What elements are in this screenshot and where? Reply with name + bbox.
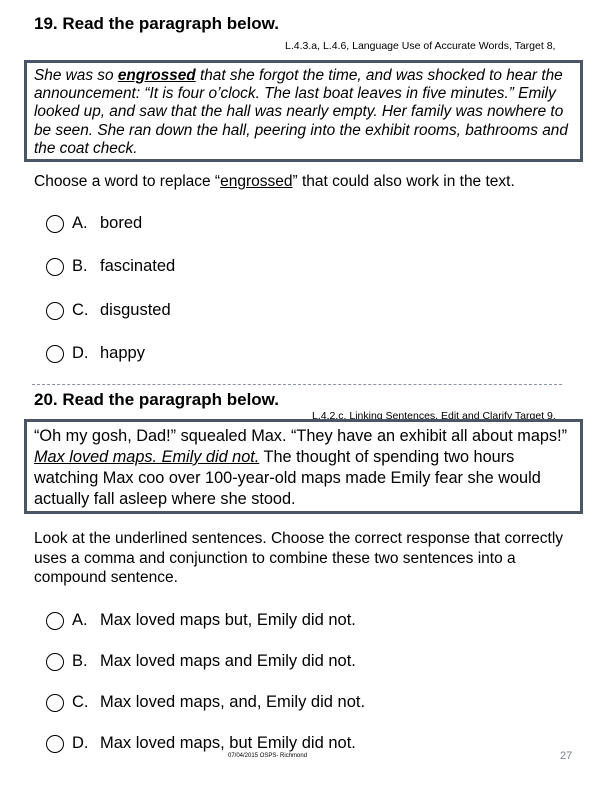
q19-prompt-before: Choose a word to replace “ [34,173,221,190]
q20-passage-before: “Oh my gosh, Dad!” squealed Max. “They have an exhibit all about maps!” [34,427,568,445]
q20-passage-underlined: Max loved maps. Emily did not. [34,448,260,466]
q19-option-c[interactable] [46,301,171,320]
q19-passage-box [24,60,583,162]
q20-option-c[interactable] [46,693,365,712]
q20-passage-after: The thought of spending two hours watching Max coo over 100-year-old maps made Emily fear she would actually fall asleep where she stood. [34,448,541,508]
option-letter: A. [72,214,88,232]
q20-passage-box [24,419,583,514]
q20-option-a[interactable] [46,611,356,630]
option-text: Max loved maps but, Emily did not. [100,611,356,629]
option-letter: C. [72,693,89,711]
q19-standard: L.4.3.a, L.4.6, Language Use of Accurate Words, Target 8, [285,40,556,52]
option-text: happy [100,344,145,362]
radio-button[interactable] [46,345,64,363]
radio-button[interactable] [46,302,64,320]
option-letter: D. [72,344,89,362]
option-letter: A. [72,611,88,629]
option-letter: B. [72,257,88,275]
q19-option-b[interactable] [46,257,175,276]
option-text: bored [100,214,143,232]
q19-passage-after: that she forgot the time, and was shocked to hear the announcement: “It is four o’clock. The last boat leaves in five minutes.” Emily looked up, and saw that the hall was nearly empty. Her family was nowhere to be seen. She ran down the hall, peering into the exhibit rooms, bathrooms and the coat check. [34,67,568,157]
q19-option-d[interactable] [46,344,145,363]
option-letter: B. [72,652,88,670]
option-text: disgusted [100,301,171,319]
q20-option-b[interactable] [46,652,356,671]
q20-option-d[interactable] [46,734,356,753]
option-letter: C. [72,301,89,319]
footer-date-author: 07/04/2015 OSPS- Richmond [228,753,308,759]
q20-heading: 20. Read the paragraph below. [34,390,279,409]
q20-prompt: Look at the underlined sentences. Choose the correct response that correctly uses a comma and conjunction to combine these two sentences into a compound sentence. [34,530,564,586]
q19-heading: 19. Read the paragraph below. [34,14,279,33]
q19-passage-before: She was so [34,67,118,84]
q19-prompt [34,172,594,192]
radio-button[interactable] [46,612,64,630]
section-divider [32,384,562,385]
q19-prompt-after: ” that could also work in the text. [292,173,515,190]
option-text: Max loved maps, but Emily did not. [100,734,356,752]
option-text: fascinated [100,257,176,275]
radio-button[interactable] [46,653,64,671]
radio-button[interactable] [46,215,64,233]
option-text: Max loved maps, and, Emily did not. [100,693,366,711]
q19-passage-underlined: engrossed [117,67,196,84]
radio-button[interactable] [46,735,64,753]
radio-button[interactable] [46,694,64,712]
option-text: Max loved maps and Emily did not. [100,652,356,670]
q19-option-a[interactable] [46,214,142,233]
option-letter: D. [72,734,89,752]
q19-prompt-word: engrossed [220,173,293,190]
radio-button[interactable] [46,258,64,276]
q20-passage [34,426,576,510]
page-number: 27 [560,750,573,762]
q20-standard: L.4.2.c, Linking Sentences, Edit and Clarify Target 9, [312,410,556,422]
q19-passage [34,67,574,158]
